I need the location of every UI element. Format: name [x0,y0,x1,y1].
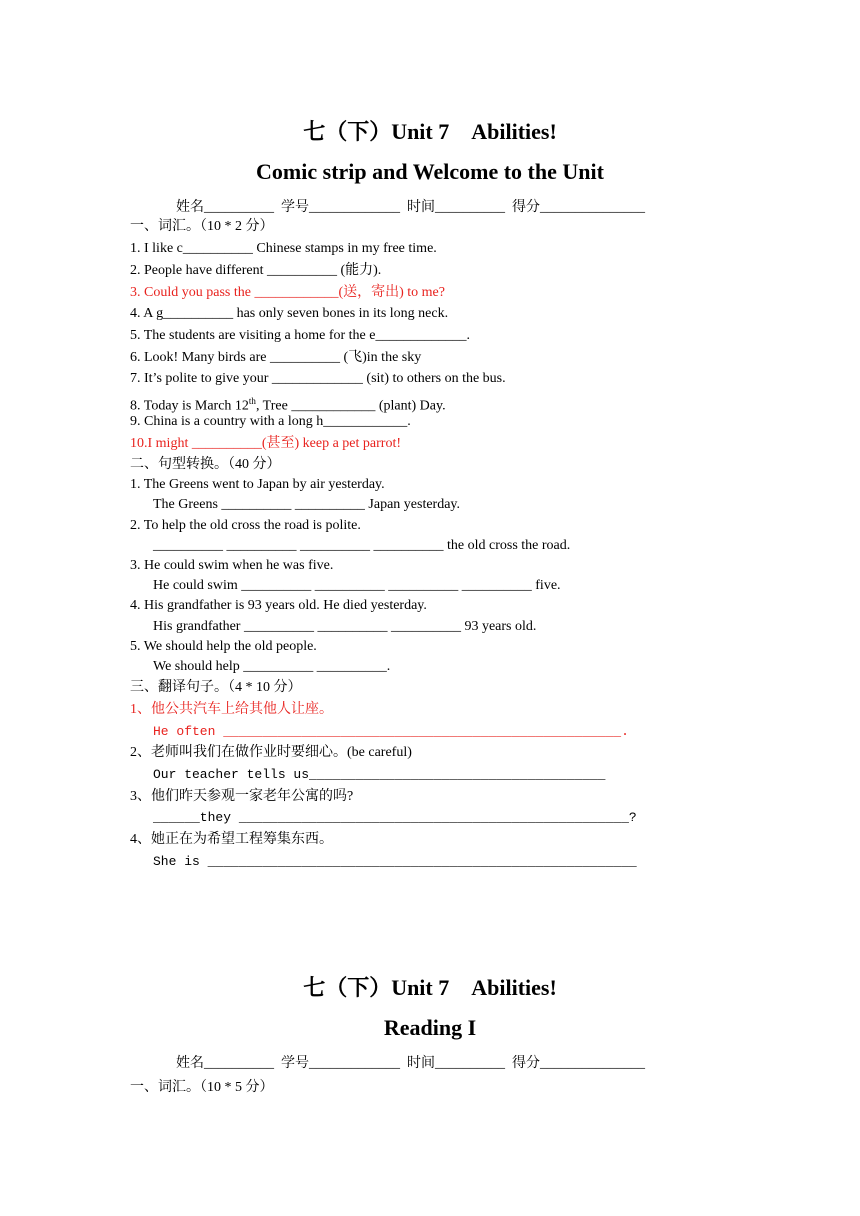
transform-answer-1: The Greens __________ __________ Japan yesterday. [153,497,461,512]
worksheet-title-2: 七（下）Unit 7 Abilities! [303,975,557,1000]
translate-answer-2: Our teacher tells us______________________________________ [153,767,606,782]
translate-question-3: 3、他们昨天参观一家老年公寓的吗? [130,789,354,804]
vocab-question-5: 5. The students are visiting a home for the e_____________. [130,328,470,343]
translate-question-1: 1、他公共汽车上给其他人让座。 [130,702,333,717]
vocab-question-10: 10.I might __________(甚至) keep a pet parrot! [130,436,401,451]
transform-question-5: 5. We should help the old people. [130,639,317,654]
worksheet-subtitle: Comic strip and Welcome to the Unit [256,159,604,184]
vocab-question-8-end: , Tree ____________ (plant) Day. [255,398,446,414]
transform-answer-4: His grandfather __________ __________ __________ 93 years old. [153,619,537,634]
ordinal-suffix: th [248,396,256,406]
transform-answer-2: __________ __________ __________ __________ the old cross the road. [153,538,571,553]
vocab-question-4: 4. A g__________ has only seven bones in its long neck. [130,306,449,321]
translate-answer-4: She is _______________________________________________________ [153,854,637,869]
worksheet-title: 七（下）Unit 7 Abilities! [303,119,557,144]
student-info-line: 姓名__________ 学号_____________ 时间__________ 得分_______________ [176,200,645,215]
transform-answer-5: We should help __________ __________. [153,659,391,674]
vocab-question-6: 6. Look! Many birds are __________ (飞)in the sky [130,350,422,365]
transform-question-4: 4. His grandfather is 93 years old. He died yesterday. [130,598,427,613]
vocab-question-7: 7. It’s polite to give your _____________ (sit) to others on the bus. [130,371,506,386]
transform-answer-3: He could swim __________ __________ __________ __________ five. [153,578,561,593]
worksheet-subtitle-2: Reading I [383,1015,477,1040]
part3-heading: 三、翻译句子。（4 * 10 分） [130,680,302,695]
part2-heading: 二、句型转换。（40 分） [130,457,281,472]
part1-heading: 一、词汇。（10 * 2 分） [130,219,274,234]
translate-answer-3: ______they __________________________________________________? [153,810,637,825]
translate-question-2: 2、老师叫我们在做作业时要细心。(be careful) [130,745,412,760]
vocab-question-1: 1. I like c__________ Chinese stamps in my free time. [130,241,437,256]
vocab-question-9: 9. China is a country with a long h____________. [130,414,411,429]
translate-question-4: 4、她正在为希望工程筹集东西。 [130,832,333,847]
transform-question-2: 2. To help the old cross the road is polite. [130,518,361,533]
transform-question-1: 1. The Greens went to Japan by air yesterday. [130,477,385,492]
vocab-question-8-start: 8. Today is March 12 [130,398,249,414]
vocab-question-3: 3. Could you pass the ____________(送，寄出) to me? [130,285,445,300]
vocab-question-2: 2. People have different __________ (能力). [130,263,382,278]
translate-answer-1: He often ___________________________________________________. [153,724,629,739]
transform-question-3: 3. He could swim when he was five. [130,558,334,573]
part1-heading-2: 一、词汇。（10 * 5 分） [130,1080,274,1095]
student-info-line-2: 姓名__________ 学号_____________ 时间__________ 得分_______________ [176,1056,645,1071]
